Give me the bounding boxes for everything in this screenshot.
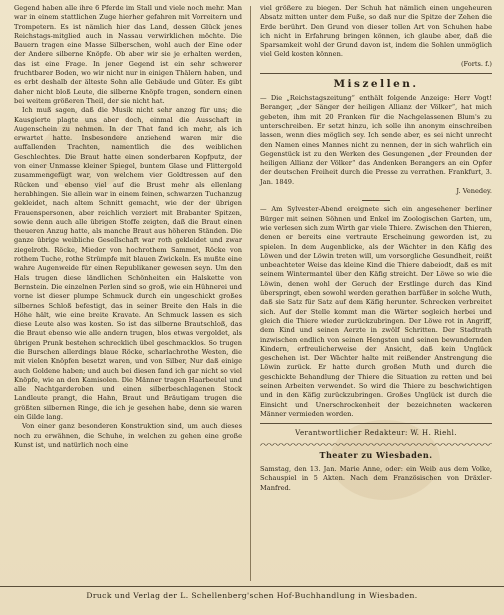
theatre-heading: Theater zu Wiesbaden.: [319, 450, 433, 461]
printer-footer: Druck und Verlag der L. Schellenberg'schen Hof-Buchhandlung in Wiesbaden.: [0, 586, 504, 600]
editor-rule-top: [260, 423, 492, 424]
left-paragraph-2: Ich muß sagen, daß die Musik nicht sehr anzog für uns; die Kausgierte plagte uns aber doch, einmal die Ausschaft in Augenschein zu nehmen. In der That fand ich mehr, als ich erwartet hatte. Insbesondere anziehend waren mir die auffallenden Trachten, namentlich die des weiblichen Geschlechtes. Die Braut hatte einen sonderbaren Kopfputz, der von einer Unmasse kleiner Spiegel, buntem Glase und Flittergold zusammengefügt war, von welchem vier Goldtressen auf den Rücken und ebenso viel auf die Brust mehr als ellenlang herabhingen. Sie allein war in einem feinen, schwarzen Tuchanzug gekleidet, nach altem Schnitt gemacht, wie der der übrigen Frauenspersonen, aber reichlich verziert mit Brabanter Spitzen, sowie denn auch alle übrigen Stoffe zeigten, daß die Braut einen theueren Anzug hatte, als manche Braut aus höheren Ständen. Die ganze übrige weibliche Gesellschaft war roth gekleidet und zwar ziegelroth. Röcke, Mieder von hochrothem Sammet, Röcke von rothem Tuche, rothe Strümpfe mit blauen Zwickeln. Es mußte eine wahre Augenweide für einen Republikaner gewesen seyn. Um den Hals trugen diese ländlichen Schönheiten ein Halskette von Bernstein. Die einzelnen Perlen sind so groß, wie ein Hühnerei und vorne ist dieser plumpe Schmuck durch ein ungeschickt großes silbernes Schloß befestigt, das in seiner Breite den Hals in die Höhe hält, wie eine breite Kravate. An Schmuck lassen es sich diese Leute also was kosten. So ist das silberne Brautschloß, das die Braut ebenso wie alle andern trugen, blos etwas vergoldet, als übrigen Prunk bestehen schrecklich übel geschmacklos. So trugen die Burschen allerdings blaue Röcke, scharlachrothe Westen, die mit vielen Knöpfen besetzt waren, und von Silber, Nur daß einige auch Goldene haben; und auch bei diesen fand ich gar nicht so viel Knöpfe, wie an den Kamisolen. Die Männer tragen Haarbeutel und alle Nachtgarderoben und einen silberbeschlagenen Stock Landleute prangt, die Hahn, Braut und Bräutigam trugen die größten silbernen Ringe, die ich je gesehen habe, denn sie waren ein Gilde lang.: [14, 106, 242, 422]
misc-item-2: — Am Sylvester-Abend ereignete sich ein angesehener berliner Bürger mit seinen Söhnen und Enkel im Zoologischen Garten, um, wie verlesen sich zum Wirth gar viele Thiere. Zwischen den Thieren, denen er bereits eine vertraute Erscheinung geworden ist, zu spielen. In dem Augenblicke, als der Wächter in den Käfig des Löwen und der Löwin treten will, um vorsorgliche Gesundheit, reißt unbeachteter Weise das kleine Kind die Thiere dabeiodt, daß es mit seinem Wintermantel über den Käfig streicht. Der Löwe so wie die Löwin, denen wohl der Geruch der Erstlinge durch das Kind überspringt, eben sowohl werden gerathen barfüßer in solche Wuth, daß sie Satz für Satz auf dem Käfig herunter. Schrecken verbreitet sich. Auf der Stelle kommt man die Wärter sogleich herbei und gleich die Thiere wieder zurückzubringen. Der Löwe rot in Angriff, dem Kind und seinen Aerzte in zwölf Schritten. Der Stadtrath inzwischen endlich von seinen Hengsten und seinen bewundernden Kindern, erfreulicherweise der Ansicht, daß kein Unglück geschehen ist. Der Wächter halte mit reißender Anstrengung die Löwin zurück. Er hatte durch großen Muth und durch die geschickte Behandlung der Thiere die Situation zu retten und bei seinen Arbeiten verwendet. So wird die Thiere zu beschwichtigen und in den Käfig zurückzubringen. Großes Unglück ist durch die Einsicht und Unerschrockenheit der bezeichneten wackeren Männer vermieden worden.: [260, 205, 492, 418]
section-heading-miszellen: Miszellen.: [333, 78, 419, 91]
item-separator: [362, 200, 390, 201]
continued-article-text: viel größere zu biegen. Der Schuh hat nämlich einen ungeheuren Absatz mitten unter dem Fuße, so daß nur die Spitze der Zehen die Erde berührt. Den Grund von dieser tollen Art von Schuhen habe ich nicht in Erfahrung bringen können, ich glaube aber, daß die Sparsamkeit wohl der Grund davon ist, indem die Sohlen unmöglich viel Geld kosten können.: [260, 4, 492, 59]
left-paragraph-1: Gegend haben alle ihre 6 Pferde im Stall und viele noch mehr. Man war in einem stattlichen Zuge hierher gefahren mit Vorreitern und Trompetern. Es ist nämlich hier das Land, dessen Glück jenes Reichstags-mitglied auch in Nassau verwirklichen möchte. Die Bauern tragen eine Masse Silberschen, wohl auch der Eine oder der Andere silberne Knöpfe. Ob aber wir sie je erhalten werden, das ist eine Frage. In jener Gegend ist ein sehr schwerer fruchtbarer Boden, wo wir nicht nur in einigen Thälern haben, und es erbt deshalb der älteste Sohn alle Gebäude und Güter. Es gibt daher nicht bloß Leute, die silberne Knöpfe tragen, sondern einen bei weitem größeren Theil, der sie nicht hat.: [14, 4, 242, 105]
right-column: [260, 4, 492, 493]
decorative-wavy-rule: [260, 442, 492, 446]
left-paragraph-3: Von einer ganz besonderen Konstruktion sind, um auch dieses noch zu erwähnen, die Schuhe, in welchen zu gehen eine große Kunst ist, und natürlich noch eine: [14, 422, 242, 449]
section-rule: [260, 73, 492, 74]
misc-item-1: — Die „Reichstagszeitung“ enthält folgende Anzeige: Herr Vogt! Beranger, „der Sänger der heiligen Allianz der Völker“, hat mich gebeten, ihm mit 20 Franken für die Nachgelassenen Blum's zu unterschreiben. Er setzt hinzu, ich solle ihn anonym einschreiben lassen, wenn dies möglich sey. Ich sende aber, es sei nicht unrecht den Namen eines Mannes nicht zu nennen, der in sich wahrlich ein Gegenstück ist zu den Werken des Gesungenen „der Freunden der heiligen Allianz der Völker“ das Andenken Berangers an ein Opfer der deutschen Freiheit durch die Presse zu verrathen. Frankfurt, 3. Jan. 1849.: [260, 94, 492, 186]
editor-credit: Verantwortlicher Redakteur: W. H. Riehl.: [295, 429, 457, 438]
continued-marker: (Forts. f.): [460, 59, 492, 68]
column-divider: [250, 6, 251, 581]
left-column: [14, 4, 242, 450]
misc-item-1-signature: J. Venedey.: [456, 187, 492, 196]
theatre-listing: Samstag, den 13. Jan. Marie Anne, oder: ein Weib aus dem Volke, Schauspiel in 5 Akten. Nach dem Französischen von Dräxler-Manfred.: [260, 465, 492, 492]
